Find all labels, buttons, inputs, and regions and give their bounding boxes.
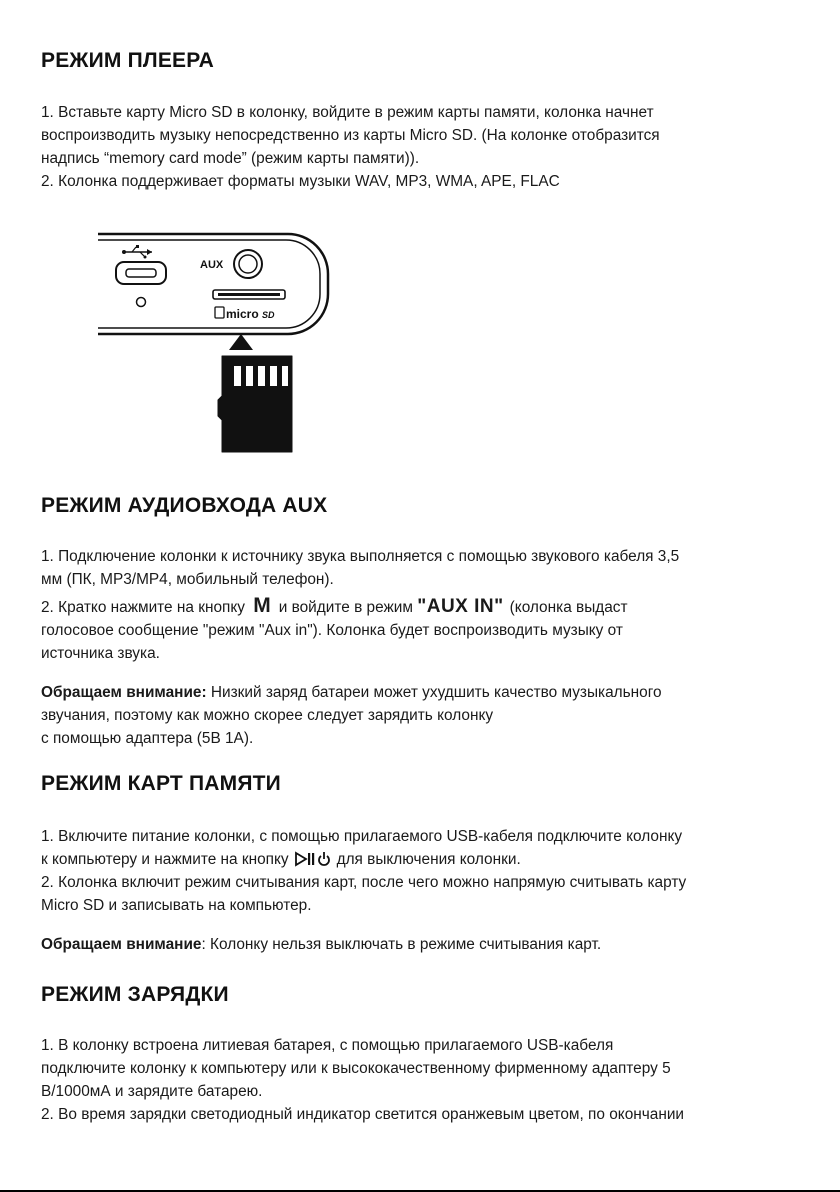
microsd-card-icon [218, 356, 292, 452]
section-title-charging: РЕЖИМ ЗАРЯДКИ [41, 983, 229, 1006]
svg-text:SD: SD [262, 310, 275, 320]
m-button-label: M [253, 594, 271, 617]
text-line: мм (ПК, MP3/MP4, мобильный телефон). [41, 571, 334, 588]
text-line: 1. В колонку встроена литиевая батарея, с помощью прилагаемого USB-кабеля [41, 1037, 614, 1054]
text-line: подключите колонку к компьютеру или к высококачественному фирменному адаптеру 5 [41, 1060, 671, 1077]
aux-p2-start: 2. Кратко нажмите на кнопку [41, 599, 245, 616]
text-line: 2. Колонка включит режим считывания карт, после чего можно напрямую считывать карту [41, 874, 687, 891]
text-line: 1. Включите питание колонки, с помощью прилагаемого USB-кабеля подключите колонку [41, 828, 683, 845]
microsd-logo [215, 307, 275, 321]
speaker-microsd-diagram [96, 230, 336, 455]
svg-text:micro: micro [226, 307, 259, 321]
text-line: голосовое сообщение "режим "Aux in"). Колонка будет воспроизводить музыку от [41, 622, 623, 639]
aux-p2-end: (колонка выдаст [509, 599, 628, 616]
aux-paragraph-2 [41, 594, 811, 665]
insert-arrow-icon [229, 334, 253, 350]
charging-paragraph [41, 1034, 811, 1126]
text-line: В/1000мА и зарядите батарею. [41, 1083, 263, 1100]
player-paragraph [41, 101, 811, 193]
note-label: Обращаем внимание: [41, 684, 207, 701]
section-title-player: РЕЖИМ ПЛЕЕРА [41, 49, 214, 72]
text-line [41, 848, 811, 871]
usb-icon [122, 245, 152, 259]
text-line: Micro SD и записывать на компьютер. [41, 897, 312, 914]
aux-p2-mid: и войдите в режим [278, 599, 413, 616]
text-line [41, 933, 811, 956]
cards-paragraph [41, 825, 811, 917]
text-line: 1. Подключение колонки к источнику звука выполняется с помощью звукового кабеля 3,5 [41, 548, 680, 565]
aux-paragraph-1 [41, 545, 811, 591]
section-title-aux: РЕЖИМ АУДИОВХОДА AUX [41, 494, 328, 517]
micro-usb-port [116, 262, 166, 284]
text-line: 2. Во время зарядки светодиодный индикатор светится оранжевым цветом, по окончании [41, 1106, 685, 1123]
section-title-cards: РЕЖИМ КАРТ ПАМЯТИ [41, 772, 281, 795]
text-line: воспроизводить музыку непосредственно из карты Micro SD. (На колонке отобразится [41, 127, 660, 144]
text-line [41, 594, 811, 619]
play-pause-power-icon [295, 851, 331, 867]
text-line: с помощью адаптера (5В 1А). [41, 730, 254, 747]
note-label: Обращаем внимание [41, 936, 202, 953]
aux-label: AUX [200, 259, 224, 271]
cards-line2-end: для выключения колонки. [336, 851, 521, 868]
aux-jack [234, 250, 262, 278]
cards-line2-start: к компьютеру и нажмите на кнопку [41, 851, 289, 868]
text-line: звучания, поэтому как можно скорее следует зарядить колонку [41, 707, 494, 724]
note-text: Низкий заряд батареи может ухудшить качество музыкального [206, 684, 662, 701]
aux-in-label: "AUX IN" [417, 596, 504, 617]
text-line: 2. Колонка поддерживает форматы музыки WAV, MP3, WMA, APE, FLAC [41, 173, 560, 190]
note-text: : Колонку нельзя выключать в режиме считывания карт. [201, 936, 602, 953]
led-indicator [137, 298, 146, 307]
cards-note [41, 933, 811, 956]
aux-note [41, 681, 811, 750]
text-line [41, 681, 811, 704]
text-line: 1. Вставьте карту Micro SD в колонку, войдите в режим карты памяти, колонка начнет [41, 104, 654, 121]
text-line: надпись “memory card mode” (режим карты памяти)). [41, 150, 420, 167]
text-line: источника звука. [41, 645, 160, 662]
